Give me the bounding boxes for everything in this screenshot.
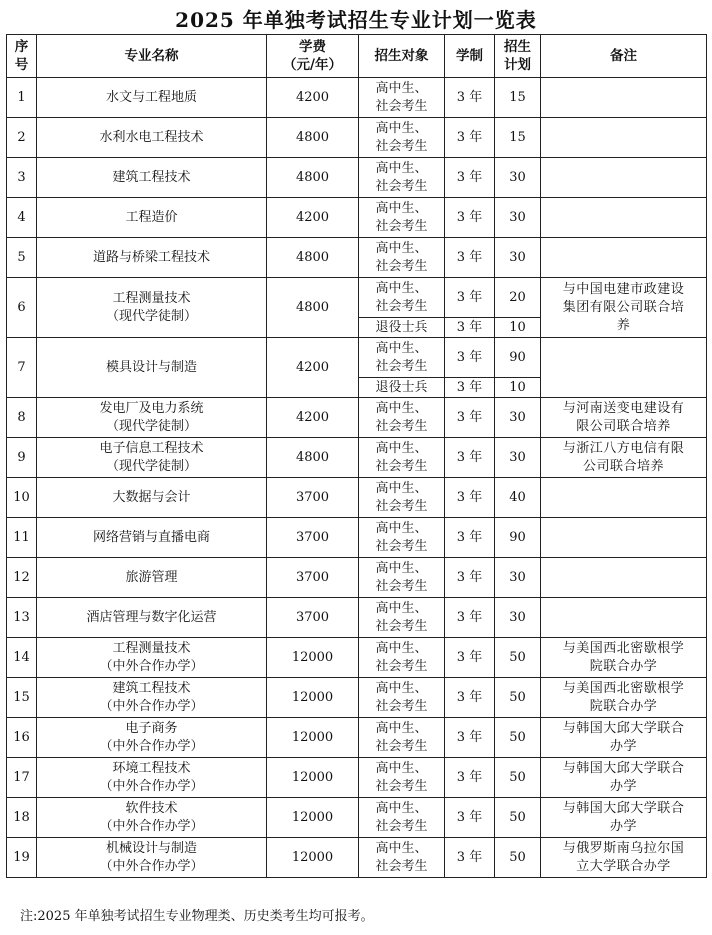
cell-line: （中外合作办学）: [99, 658, 204, 674]
cell-years: 3 年: [445, 278, 495, 318]
cell-years: 3 年: [445, 158, 495, 198]
cell-major-name: [37, 758, 267, 798]
cell-major-name: [37, 238, 267, 278]
cell-major-name: [37, 478, 267, 518]
cell-line: 限公司联合培养: [576, 418, 671, 434]
cell-fee: 4200: [267, 198, 359, 238]
cell-seq: 1: [7, 78, 37, 118]
cell-line: 社会考生: [375, 498, 428, 514]
cell-target: [359, 598, 445, 638]
cell-years: 3 年: [445, 238, 495, 278]
cell-line: 与俄罗斯南乌拉尔国: [562, 840, 685, 856]
cell-note: [541, 478, 707, 518]
cell-line: 工程测量技术: [112, 640, 191, 656]
table-row: [7, 598, 707, 638]
cell-fee: 4800: [267, 158, 359, 198]
cell-line: 工程造价: [125, 209, 178, 225]
cell-line: 社会考生: [375, 778, 428, 794]
cell-line: 高中生、: [375, 400, 428, 416]
cell-line: 酒店管理与数字化运营: [86, 609, 217, 625]
cell-note: [541, 198, 707, 238]
cell-line: 软件技术: [125, 800, 178, 816]
cell-quota: 15: [495, 118, 541, 158]
cell-note: [541, 798, 707, 838]
cell-line: 社会考生: [375, 218, 428, 234]
cell-line: 社会考生: [375, 858, 428, 874]
cell-target: [359, 438, 445, 478]
cell-line: 与韩国大邱大学联合: [562, 800, 685, 816]
cell-note: [541, 598, 707, 638]
cell-line: 社会考生: [375, 298, 428, 314]
cell-major-name: [37, 338, 267, 398]
cell-line: 社会考生: [375, 818, 428, 834]
cell-major-name: [37, 518, 267, 558]
cell-line: （中外合作办学）: [99, 738, 204, 754]
cell-target: [359, 518, 445, 558]
cell-note: [541, 238, 707, 278]
cell-target: [359, 378, 445, 398]
cell-target: [359, 78, 445, 118]
cell-line: 社会考生: [375, 698, 428, 714]
cell-quota: 50: [495, 638, 541, 678]
cell-fee: 4800: [267, 438, 359, 478]
table-row: [7, 278, 707, 318]
cell-target: [359, 558, 445, 598]
cell-line: 退役士兵: [375, 379, 428, 395]
cell-line: （中外合作办学）: [99, 858, 204, 874]
cell-major-name: [37, 438, 267, 478]
cell-seq: 5: [7, 238, 37, 278]
cell-line: 与韩国大邱大学联合: [562, 760, 685, 776]
cell-target: [359, 638, 445, 678]
cell-note: [541, 678, 707, 718]
cell-line: 高中生、: [375, 560, 428, 576]
cell-line: 电子商务: [125, 720, 178, 736]
cell-fee: 4800: [267, 278, 359, 338]
cell-quota: 50: [495, 758, 541, 798]
cell-line: 水利水电工程技术: [99, 129, 204, 145]
cell-target: [359, 398, 445, 438]
cell-line: 与河南送变电建设有: [562, 400, 685, 416]
cell-years: 3 年: [445, 378, 495, 398]
cell-fee: 4800: [267, 238, 359, 278]
cell-line: 集团有限公司联合培: [562, 299, 685, 315]
cell-line: 养: [616, 317, 631, 333]
cell-line: （现代学徒制）: [105, 418, 197, 434]
cell-quota: 30: [495, 398, 541, 438]
header-note: 备注: [541, 35, 707, 78]
cell-fee: 4200: [267, 398, 359, 438]
cell-line: 办学: [609, 778, 637, 794]
cell-line: 社会考生: [375, 738, 428, 754]
cell-line: 高中生、: [375, 840, 428, 856]
cell-line: 与中国电建市政建设: [562, 281, 685, 297]
cell-line: 模具设计与制造: [105, 359, 197, 375]
cell-major-name: [37, 558, 267, 598]
cell-quota: 50: [495, 798, 541, 838]
cell-seq: 3: [7, 158, 37, 198]
cell-quota: 30: [495, 158, 541, 198]
cell-note: [541, 838, 707, 878]
cell-line: 与美国西北密歇根学: [562, 680, 685, 696]
cell-note: [541, 278, 707, 338]
cell-fee: 4200: [267, 78, 359, 118]
cell-line: 发电厂及电力系统: [99, 400, 204, 416]
cell-line: 社会考生: [375, 418, 428, 434]
header-target: 招生对象: [359, 35, 445, 78]
cell-line: 与浙江八方电信有限: [562, 440, 685, 456]
cell-line: 院联合办学: [589, 698, 658, 714]
cell-years: 3 年: [445, 718, 495, 758]
table-row: [7, 678, 707, 718]
cell-note: [541, 78, 707, 118]
cell-target: [359, 338, 445, 378]
cell-seq: 12: [7, 558, 37, 598]
cell-fee: 4200: [267, 338, 359, 398]
cell-quota: 90: [495, 518, 541, 558]
table-row: [7, 118, 707, 158]
cell-seq: 19: [7, 838, 37, 878]
table-row: [7, 198, 707, 238]
cell-seq: 15: [7, 678, 37, 718]
cell-quota: 30: [495, 438, 541, 478]
enrollment-plan-table: [6, 34, 707, 878]
cell-major-name: [37, 798, 267, 838]
header-fee: 学费 （元/年）: [267, 35, 359, 78]
cell-note: [541, 338, 707, 398]
table-row: [7, 78, 707, 118]
header-seq: 序 号: [7, 35, 37, 78]
cell-years: 3 年: [445, 798, 495, 838]
cell-seq: 18: [7, 798, 37, 838]
cell-line: 高中生、: [375, 480, 428, 496]
cell-line: 立大学联合办学: [576, 858, 671, 874]
cell-years: 3 年: [445, 118, 495, 158]
cell-note: [541, 158, 707, 198]
cell-seq: 11: [7, 518, 37, 558]
cell-line: 建筑工程技术: [112, 680, 191, 696]
cell-major-name: [37, 278, 267, 338]
table-body: [7, 78, 707, 878]
cell-note: [541, 558, 707, 598]
cell-years: 3 年: [445, 438, 495, 478]
cell-seq: 10: [7, 478, 37, 518]
cell-seq: 6: [7, 278, 37, 338]
cell-line: 高中生、: [375, 720, 428, 736]
cell-line: 高中生、: [375, 800, 428, 816]
cell-line: 社会考生: [375, 538, 428, 554]
cell-line: 社会考生: [375, 358, 428, 374]
cell-major-name: [37, 198, 267, 238]
table-row: [7, 518, 707, 558]
cell-years: 3 年: [445, 78, 495, 118]
table-row: [7, 338, 707, 378]
cell-line: （中外合作办学）: [99, 698, 204, 714]
cell-line: 电子信息工程技术: [99, 440, 204, 456]
cell-target: [359, 798, 445, 838]
cell-line: 高中生、: [375, 680, 428, 696]
table-row: [7, 238, 707, 278]
cell-seq: 13: [7, 598, 37, 638]
cell-years: 3 年: [445, 478, 495, 518]
cell-major-name: [37, 158, 267, 198]
cell-seq: 17: [7, 758, 37, 798]
cell-quota: 90: [495, 338, 541, 378]
cell-major-name: [37, 638, 267, 678]
cell-line: 高中生、: [375, 520, 428, 536]
cell-seq: 4: [7, 198, 37, 238]
cell-line: 工程测量技术: [112, 290, 191, 306]
cell-target: [359, 838, 445, 878]
cell-line: 高中生、: [375, 600, 428, 616]
cell-note: [541, 398, 707, 438]
cell-major-name: [37, 678, 267, 718]
cell-note: [541, 438, 707, 478]
table-header-row: [7, 35, 707, 78]
cell-major-name: [37, 78, 267, 118]
cell-fee: 12000: [267, 638, 359, 678]
cell-fee: 3700: [267, 598, 359, 638]
cell-target: [359, 758, 445, 798]
cell-line: 高中生、: [375, 240, 428, 256]
cell-seq: 14: [7, 638, 37, 678]
cell-target: [359, 238, 445, 278]
header-quota: 招生 计划: [495, 35, 541, 78]
cell-fee: 12000: [267, 678, 359, 718]
cell-line: 退役士兵: [375, 319, 428, 335]
cell-line: 旅游管理: [125, 569, 178, 585]
cell-line: 高中生、: [375, 80, 428, 96]
cell-target: [359, 678, 445, 718]
cell-years: 3 年: [445, 338, 495, 378]
cell-note: [541, 758, 707, 798]
cell-seq: 8: [7, 398, 37, 438]
cell-line: 与韩国大邱大学联合: [562, 720, 685, 736]
cell-target: [359, 118, 445, 158]
table-row: [7, 798, 707, 838]
cell-major-name: [37, 838, 267, 878]
cell-line: 高中生、: [375, 120, 428, 136]
cell-line: 高中生、: [375, 440, 428, 456]
cell-fee: 12000: [267, 798, 359, 838]
cell-quota: 10: [495, 318, 541, 338]
footnote: 注:2025 年单独考试招生专业物理类、历史类考生均可报考。: [20, 909, 374, 924]
cell-line: 高中生、: [375, 340, 428, 356]
cell-line: 社会考生: [375, 458, 428, 474]
cell-target: [359, 158, 445, 198]
cell-seq: 9: [7, 438, 37, 478]
cell-seq: 7: [7, 338, 37, 398]
cell-quota: 50: [495, 718, 541, 758]
cell-years: 3 年: [445, 598, 495, 638]
table-row: [7, 838, 707, 878]
cell-quota: 30: [495, 558, 541, 598]
table-row: [7, 478, 707, 518]
cell-line: 机械设计与制造: [105, 840, 197, 856]
cell-quota: 15: [495, 78, 541, 118]
cell-major-name: [37, 398, 267, 438]
cell-years: 3 年: [445, 678, 495, 718]
cell-note: [541, 118, 707, 158]
cell-quota: 30: [495, 198, 541, 238]
cell-line: （中外合作办学）: [99, 778, 204, 794]
cell-quota: 10: [495, 378, 541, 398]
page-title: 2025 年单独考试招生专业计划一览表: [175, 8, 537, 32]
cell-years: 3 年: [445, 198, 495, 238]
cell-line: 网络营销与直播电商: [92, 529, 210, 545]
cell-quota: 50: [495, 678, 541, 718]
cell-line: 社会考生: [375, 138, 428, 154]
cell-quota: 40: [495, 478, 541, 518]
cell-target: [359, 718, 445, 758]
table-row: [7, 718, 707, 758]
cell-line: 道路与桥梁工程技术: [92, 249, 210, 265]
cell-line: 高中生、: [375, 160, 428, 176]
cell-target: [359, 198, 445, 238]
cell-line: 环境工程技术: [112, 760, 191, 776]
cell-years: 3 年: [445, 518, 495, 558]
cell-target: [359, 318, 445, 338]
cell-major-name: [37, 118, 267, 158]
cell-years: 3 年: [445, 558, 495, 598]
cell-quota: 50: [495, 838, 541, 878]
cell-fee: 12000: [267, 718, 359, 758]
cell-fee: 4800: [267, 118, 359, 158]
cell-line: 高中生、: [375, 760, 428, 776]
cell-seq: 16: [7, 718, 37, 758]
cell-note: [541, 718, 707, 758]
cell-line: 院联合办学: [589, 658, 658, 674]
cell-quota: 30: [495, 598, 541, 638]
cell-line: 水文与工程地质: [105, 89, 197, 105]
cell-fee: 12000: [267, 838, 359, 878]
cell-line: 公司联合培养: [582, 458, 664, 474]
cell-line: （中外合作办学）: [99, 818, 204, 834]
cell-line: 办学: [609, 738, 637, 754]
cell-line: 办学: [609, 818, 637, 834]
cell-years: 3 年: [445, 398, 495, 438]
cell-line: 社会考生: [375, 618, 428, 634]
cell-major-name: [37, 598, 267, 638]
cell-target: [359, 478, 445, 518]
cell-fee: 3700: [267, 558, 359, 598]
cell-line: 社会考生: [375, 178, 428, 194]
cell-line: 高中生、: [375, 640, 428, 656]
cell-line: 大数据与会计: [112, 489, 191, 505]
cell-line: 高中生、: [375, 200, 428, 216]
header-years: 学制: [445, 35, 495, 78]
cell-fee: 3700: [267, 518, 359, 558]
cell-target: [359, 278, 445, 318]
cell-fee: 3700: [267, 478, 359, 518]
cell-fee: 12000: [267, 758, 359, 798]
cell-line: 社会考生: [375, 578, 428, 594]
table-row: [7, 638, 707, 678]
table-row: [7, 558, 707, 598]
cell-line: 社会考生: [375, 658, 428, 674]
table-row: [7, 438, 707, 478]
cell-major-name: [37, 718, 267, 758]
cell-line: 社会考生: [375, 98, 428, 114]
table-row: [7, 758, 707, 798]
cell-years: 3 年: [445, 838, 495, 878]
header-name: 专业名称: [37, 35, 267, 78]
cell-years: 3 年: [445, 758, 495, 798]
cell-note: [541, 518, 707, 558]
cell-line: （现代学徒制）: [105, 308, 197, 324]
cell-line: （现代学徒制）: [105, 458, 197, 474]
cell-line: 高中生、: [375, 280, 428, 296]
cell-quota: 20: [495, 278, 541, 318]
cell-years: 3 年: [445, 318, 495, 338]
table-row: [7, 158, 707, 198]
cell-quota: 30: [495, 238, 541, 278]
cell-note: [541, 638, 707, 678]
table-row: [7, 398, 707, 438]
cell-years: 3 年: [445, 638, 495, 678]
cell-line: 与美国西北密歇根学: [562, 640, 685, 656]
cell-seq: 2: [7, 118, 37, 158]
cell-line: 社会考生: [375, 258, 428, 274]
cell-line: 建筑工程技术: [112, 169, 191, 185]
